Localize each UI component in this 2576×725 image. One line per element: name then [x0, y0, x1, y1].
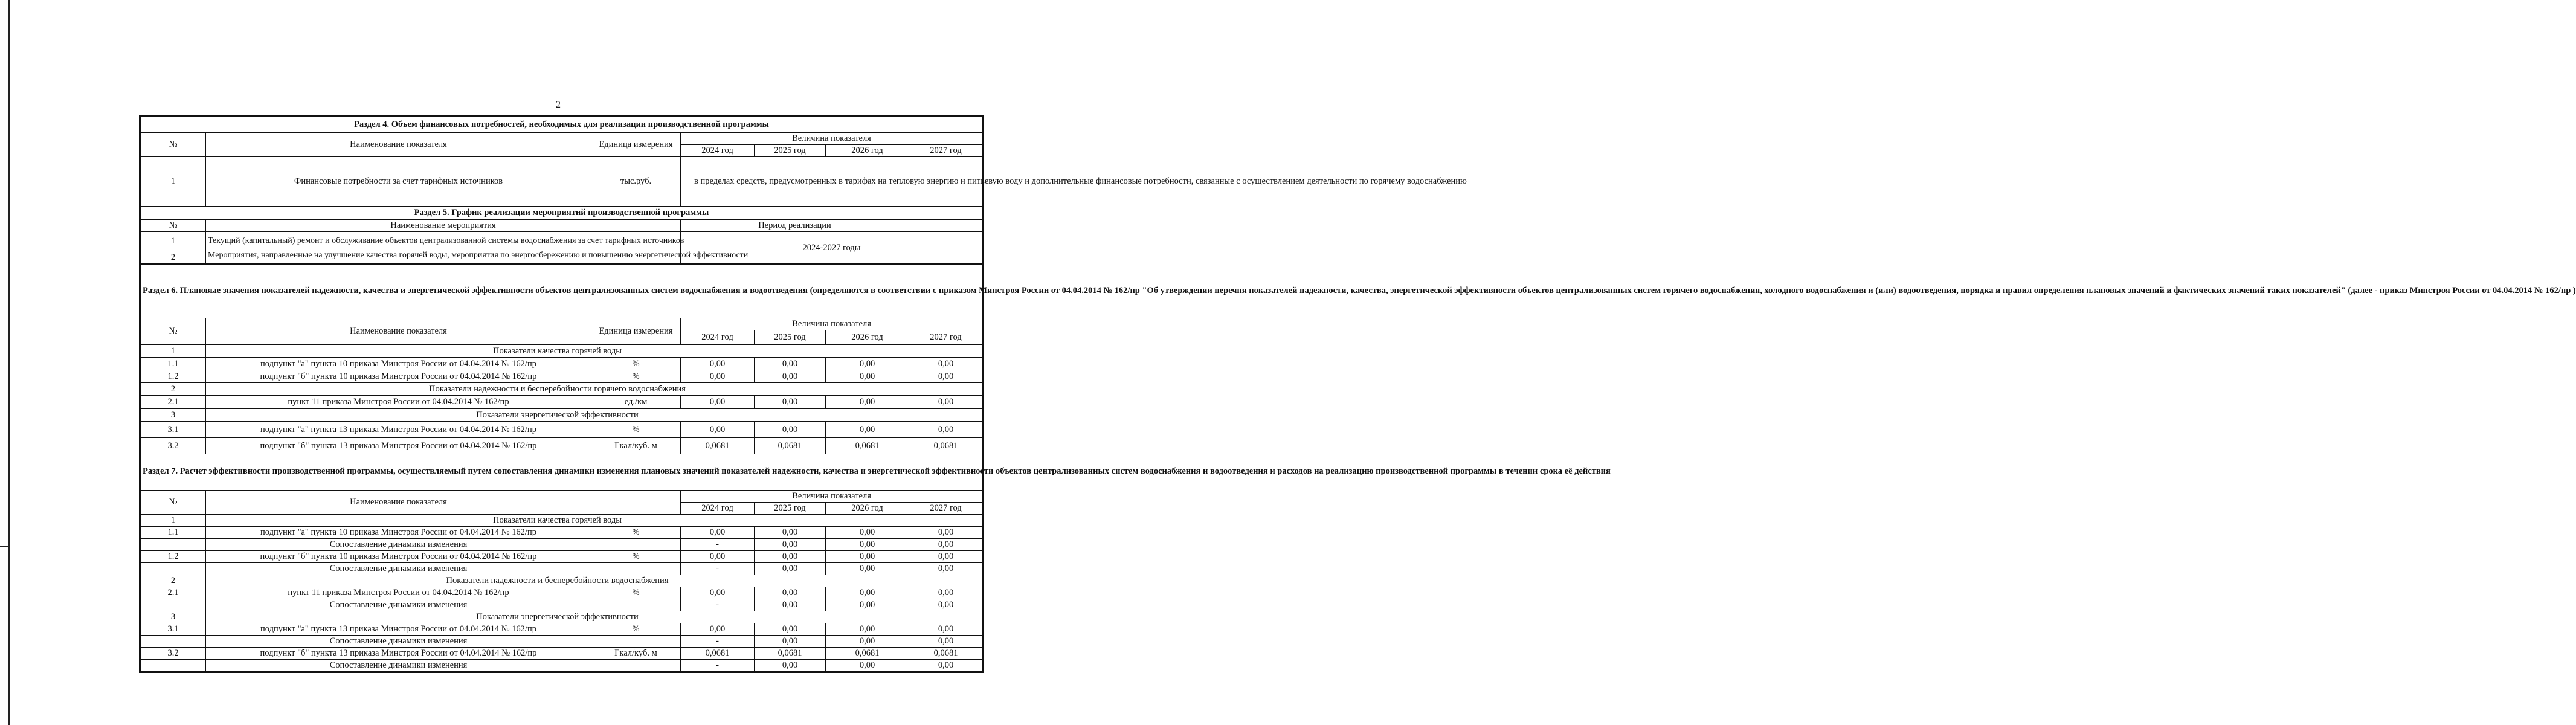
page-edge-tick	[0, 546, 8, 547]
section6-item-no: 2.1	[141, 396, 206, 409]
section6-item-value: 0,00	[826, 358, 909, 370]
section7-item-name: подпункт "б" пункта 10 приказа Минстроя России от 04.04.2014 № 162/пр	[206, 550, 591, 562]
section5-col-period: Период реализации	[681, 219, 909, 231]
section6-item-value: 0,0681	[826, 438, 909, 454]
section6-col-unit: Единица измерения	[591, 318, 681, 345]
section7-item-value: 0,00	[826, 550, 909, 562]
section7-body	[141, 514, 983, 671]
section6-item-value: 0,00	[826, 422, 909, 438]
section6-item-value: 0,00	[755, 358, 826, 370]
section7-year: 2025 год	[755, 502, 826, 514]
section7-comparison-unit-empty	[591, 659, 681, 671]
section7-item-unit: %	[591, 526, 681, 538]
section7-item-name: подпункт "а" пункта 13 приказа Минстроя России от 04.04.2014 № 162/пр	[206, 623, 591, 635]
section5-row-name: Мероприятия, направленные на улучшение качества горячей воды, мероприятия по энергосбережению и повышению энергетической эффективности	[206, 251, 681, 264]
section4-row-unit: тыс.руб.	[591, 157, 681, 207]
section6-item-value: 0,00	[681, 396, 755, 409]
section7-item-value: 0,00	[909, 623, 983, 635]
section6-title: Раздел 6. Плановые значения показателей надежности, качества и энергетической эффективности объектов централизованных систем водоснабжения и водоотведения (определяются в соответствии с приказом Минстроя России от 04.04.2014 № 162/пр "Об утверждении перечня показателей надежности, качества, энергетической эффективности объектов централизованных систем горячего водоснабжения, холодного водоснабжения и (или) водоотведения, порядка и правил определения плановых значений и фактических значений таких показателей" (далее - приказ Минстроя России от 04.04.2014 № 162/пр )	[141, 264, 983, 318]
section7-item-unit: %	[591, 550, 681, 562]
page-edge-line	[8, 0, 10, 725]
section7-item-no: 2.1	[141, 587, 206, 599]
section7-comparison-value: 0,00	[909, 599, 983, 611]
section7-comparison-no-empty	[141, 562, 206, 575]
section4-row-value: в пределах средств, предусмотренных в тарифах на тепловую энергию и питьевую воду и дополнительные финансовые потребности, связанные с осуществлением деятельности по горячему водоснабжению	[681, 157, 983, 207]
section6-item-unit: %	[591, 422, 681, 438]
section7-title: Раздел 7. Расчет эффективности производственной программы, осуществляемый путем сопоставления динамики изменения плановых значений показателей надежности, качества и энергетической эффективности объектов централизованных систем водоснабжения и водоотведения и расходов на реализацию производственной программы в течении срока её действия	[141, 454, 983, 490]
section6-year: 2027 год	[909, 330, 983, 345]
section7-item-no: 3.1	[141, 623, 206, 635]
section7-item-value: 0,00	[826, 526, 909, 538]
section5-table	[140, 206, 983, 265]
section7-item-value: 0,00	[681, 587, 755, 599]
section7-comparison-label: Сопоставление динамики изменения	[206, 599, 591, 611]
section7-item-unit: %	[591, 623, 681, 635]
section6-item-value: 0,00	[681, 358, 755, 370]
section7-item-value: 0,00	[755, 623, 826, 635]
section6-item-unit: ед./км	[591, 396, 681, 409]
section6-item-unit: Гкал/куб. м	[591, 438, 681, 454]
section6-item-name: пункт 11 приказа Минстроя России от 04.04.2014 № 162/пр	[206, 396, 591, 409]
section6-item-name: подпункт "б" пункта 13 приказа Минстроя России от 04.04.2014 № 162/пр	[206, 438, 591, 454]
section7-comparison-no-empty	[141, 538, 206, 550]
section6-year: 2026 год	[826, 330, 909, 345]
section7-year: 2024 год	[681, 502, 755, 514]
section7-empty-cell	[909, 611, 983, 623]
section6-item-value: 0,00	[909, 396, 983, 409]
section7-item-value: 0,0681	[755, 647, 826, 659]
section7-item-value: 0,00	[755, 550, 826, 562]
section7-item-unit: Гкал/куб. м	[591, 647, 681, 659]
section7-empty-cell	[909, 575, 983, 587]
section6-item-value: 0,00	[826, 370, 909, 383]
section6-table	[140, 263, 2576, 454]
section7-group-no: 1	[141, 514, 206, 526]
section4-year: 2027 год	[909, 145, 983, 157]
section7-item-unit: %	[591, 587, 681, 599]
section6-item-no: 3.1	[141, 422, 206, 438]
section7-item-value: 0,00	[755, 526, 826, 538]
section6-col-value: Величина показателя	[681, 318, 983, 330]
section4-row-name: Финансовые потребности за счет тарифных источников	[206, 157, 591, 207]
section4-col-name: Наименование показателя	[206, 133, 591, 157]
section6-item-value: 0,00	[681, 422, 755, 438]
section7-item-value: 0,00	[755, 587, 826, 599]
section7-item-value: 0,00	[909, 587, 983, 599]
section6-item-name: подпункт "а" пункта 13 приказа Минстроя России от 04.04.2014 № 162/пр	[206, 422, 591, 438]
section7-comparison-value: 0,00	[755, 659, 826, 671]
section7-item-value: 0,0681	[826, 647, 909, 659]
section5-col-empty	[909, 219, 983, 231]
section7-comparison-label: Сопоставление динамики изменения	[206, 635, 591, 647]
section4-title: Раздел 4. Объем финансовых потребностей, необходимых для реализации производственной программы	[141, 117, 983, 133]
section6-group-name: Показатели энергетической эффективности	[206, 409, 909, 422]
section6-year: 2024 год	[681, 330, 755, 345]
section7-comparison-value: 0,00	[826, 562, 909, 575]
section7-col-name: Наименование показателя	[206, 490, 591, 514]
section6-item-value: 0,00	[826, 396, 909, 409]
section7-comparison-no-empty	[141, 599, 206, 611]
section5-col-name: Наименование мероприятия	[206, 219, 681, 231]
section6-item-unit: %	[591, 370, 681, 383]
section7-comparison-value: 0,00	[909, 635, 983, 647]
section7-year: 2027 год	[909, 502, 983, 514]
section7-item-value: 0,00	[681, 526, 755, 538]
section7-comparison-no-empty	[141, 635, 206, 647]
section7-comparison-value: 0,00	[755, 599, 826, 611]
section7-comparison-value: 0,00	[755, 635, 826, 647]
section6-item-name: подпункт "а" пункта 10 приказа Минстроя России от 04.04.2014 № 162/пр	[206, 358, 591, 370]
section7-comparison-value: 0,00	[826, 635, 909, 647]
section7-comparison-label: Сопоставление динамики изменения	[206, 538, 591, 550]
section6-year: 2025 год	[755, 330, 826, 345]
section5-title: Раздел 5. График реализации мероприятий производственной программы	[141, 206, 983, 219]
section7-item-name: подпункт "б" пункта 13 приказа Минстроя России от 04.04.2014 № 162/пр	[206, 647, 591, 659]
section4-row-no: 1	[141, 157, 206, 207]
section6-item-value: 0,00	[909, 370, 983, 383]
section7-group-name: Показатели энергетической эффективности	[206, 611, 909, 623]
section7-comparison-value: -	[681, 562, 755, 575]
section5-period: 2024-2027 годы	[681, 231, 983, 264]
section7-item-name: пункт 11 приказа Минстроя России от 04.04.2014 № 162/пр	[206, 587, 591, 599]
section7-item-value: 0,0681	[909, 647, 983, 659]
section6-item-value: 0,00	[755, 370, 826, 383]
document-tables	[140, 116, 2576, 672]
section6-group-no: 2	[141, 383, 206, 396]
section7-comparison-value: 0,00	[909, 659, 983, 671]
section4-year: 2026 год	[826, 145, 909, 157]
section4-col-value: Величина показателя	[681, 133, 983, 145]
section6-item-no: 3.2	[141, 438, 206, 454]
section4-table	[140, 116, 1467, 207]
section5-row-no: 1	[141, 231, 206, 251]
section7-comparison-label: Сопоставление динамики изменения	[206, 562, 591, 575]
section7-year: 2026 год	[826, 502, 909, 514]
section7-comparison-unit-empty	[591, 538, 681, 550]
section7-item-name: подпункт "а" пункта 10 приказа Минстроя России от 04.04.2014 № 162/пр	[206, 526, 591, 538]
section6-group-name: Показатели качества горячей воды	[206, 345, 909, 358]
section6-empty-cell	[909, 409, 983, 422]
section7-comparison-value: -	[681, 538, 755, 550]
section6-item-value: 0,00	[909, 422, 983, 438]
section6-group-name: Показатели надежности и бесперебойности горячего водоснабжения	[206, 383, 909, 396]
section7-item-value: 0,00	[826, 587, 909, 599]
section6-item-value: 0,0681	[681, 438, 755, 454]
page-number: 2	[556, 100, 561, 110]
section7-comparison-value: -	[681, 599, 755, 611]
section7-col-value: Величина показателя	[681, 490, 983, 502]
section7-comparison-unit-empty	[591, 562, 681, 575]
section6-item-name: подпункт "б" пункта 10 приказа Минстроя России от 04.04.2014 № 162/пр	[206, 370, 591, 383]
section7-comparison-unit-empty	[591, 599, 681, 611]
section7-comparison-no-empty	[141, 659, 206, 671]
section7-empty-cell	[909, 514, 983, 526]
section7-table	[140, 454, 1611, 672]
section7-group-no: 2	[141, 575, 206, 587]
section5-col-no: №	[141, 219, 206, 231]
section6-item-value: 0,00	[755, 422, 826, 438]
section7-group-name: Показатели качества горячей воды	[206, 514, 909, 526]
section7-comparison-value: 0,00	[755, 562, 826, 575]
section7-comparison-unit-empty	[591, 635, 681, 647]
section7-comparison-value: 0,00	[826, 538, 909, 550]
section5-row-no: 2	[141, 251, 206, 264]
section7-item-value: 0,0681	[681, 647, 755, 659]
section7-item-value: 0,00	[681, 550, 755, 562]
section6-item-value: 0,00	[681, 370, 755, 383]
section6-group-no: 1	[141, 345, 206, 358]
section6-group-no: 3	[141, 409, 206, 422]
section7-comparison-value: 0,00	[909, 538, 983, 550]
section7-comparison-value: 0,00	[826, 599, 909, 611]
section6-item-no: 1.1	[141, 358, 206, 370]
section7-item-value: 0,00	[681, 623, 755, 635]
section6-item-no: 1.2	[141, 370, 206, 383]
section6-col-no: №	[141, 318, 206, 345]
section7-comparison-value: -	[681, 635, 755, 647]
section7-comparison-value: -	[681, 659, 755, 671]
section4-col-no: №	[141, 133, 206, 157]
section7-item-value: 0,00	[826, 623, 909, 635]
section7-item-value: 0,00	[909, 526, 983, 538]
section7-col-no: №	[141, 490, 206, 514]
section6-item-value: 0,0681	[909, 438, 983, 454]
section4-year: 2024 год	[681, 145, 755, 157]
section7-item-no: 3.2	[141, 647, 206, 659]
section7-comparison-value: 0,00	[826, 659, 909, 671]
section7-item-value: 0,00	[909, 550, 983, 562]
section7-comparison-label: Сопоставление динамики изменения	[206, 659, 591, 671]
section7-item-no: 1.1	[141, 526, 206, 538]
section7-group-no: 3	[141, 611, 206, 623]
section6-col-name: Наименование показателя	[206, 318, 591, 345]
section5-row-name: Текущий (капитальный) ремонт и обслуживание объектов централизованной системы водоснабжения за счет тарифных источников	[206, 231, 681, 251]
section6-item-value: 0,00	[909, 358, 983, 370]
section7-comparison-value: 0,00	[755, 538, 826, 550]
section7-item-no: 1.2	[141, 550, 206, 562]
section7-col-unit-empty	[591, 490, 681, 514]
section4-year: 2025 год	[755, 145, 826, 157]
section4-col-unit: Единица измерения	[591, 133, 681, 157]
section6-item-value: 0,00	[755, 396, 826, 409]
section6-empty-cell	[909, 345, 983, 358]
section6-item-unit: %	[591, 358, 681, 370]
section6-item-value: 0,0681	[755, 438, 826, 454]
section7-group-name: Показатели надежности и бесперебойности водоснабжения	[206, 575, 909, 587]
section6-empty-cell	[909, 383, 983, 396]
section7-comparison-value: 0,00	[909, 562, 983, 575]
